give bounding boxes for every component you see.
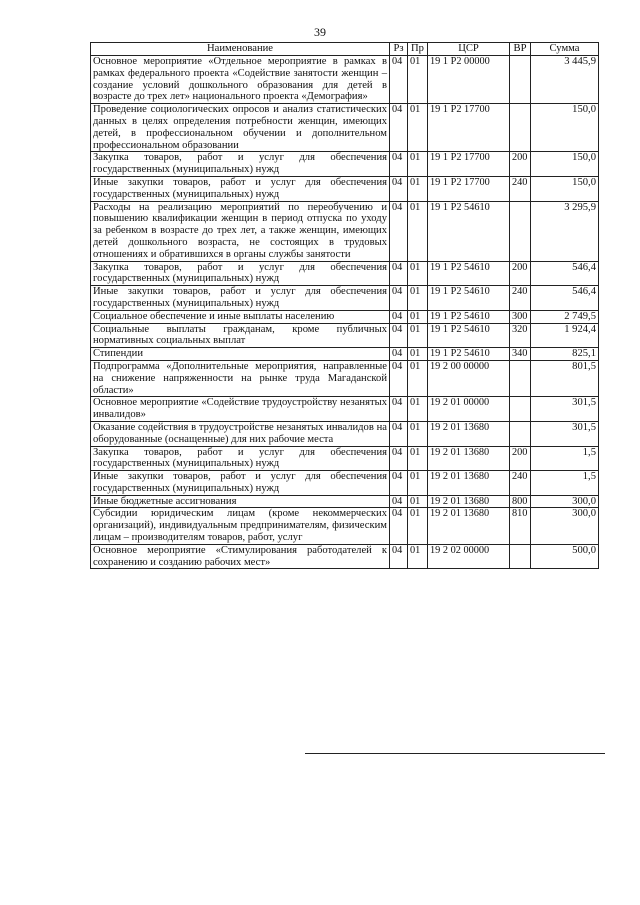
table-row: [91, 446, 599, 471]
row-csr: 19 2 01 13680: [428, 495, 510, 508]
row-vr: 300: [510, 310, 531, 323]
row-vr: 800: [510, 495, 531, 508]
row-name: Оказание содействия в трудоустройстве незанятых инвалидов на оборудованные (оснащенные) для них рабочие места: [91, 421, 390, 446]
row-vr: [510, 397, 531, 422]
row-rz: 04: [390, 348, 408, 361]
row-pr: 01: [408, 261, 428, 286]
row-rz: 04: [390, 397, 408, 422]
row-pr: 01: [408, 176, 428, 201]
row-rz: 04: [390, 310, 408, 323]
row-sum: 2 749,5: [531, 310, 599, 323]
row-csr: 19 1 Р2 17700: [428, 104, 510, 152]
table-row: [91, 310, 599, 323]
table-row: [91, 397, 599, 422]
table-row: [91, 201, 599, 261]
row-sum: 3 445,9: [531, 56, 599, 104]
row-name: Социальные выплаты гражданам, кроме публичных нормативных социальных выплат: [91, 323, 390, 348]
row-rz: 04: [390, 360, 408, 396]
row-pr: 01: [408, 201, 428, 261]
row-name: Основное мероприятие «Отдельное мероприятие в рамках в рамках федерального проекта «Содействие занятости женщин – создание условий дошкольного образования для детей в возрасте до трех лет» национального проекта «Демография»: [91, 56, 390, 104]
row-name: Закупка товаров, работ и услуг для обеспечения государственных (муниципальных) нужд: [91, 152, 390, 177]
row-name: Иные бюджетные ассигнования: [91, 495, 390, 508]
row-vr: [510, 421, 531, 446]
row-csr: 19 2 01 13680: [428, 508, 510, 544]
row-rz: 04: [390, 421, 408, 446]
row-vr: 200: [510, 152, 531, 177]
row-sum: 150,0: [531, 104, 599, 152]
row-rz: 04: [390, 323, 408, 348]
row-pr: 01: [408, 495, 428, 508]
row-sum: 1 924,4: [531, 323, 599, 348]
table-row: [91, 495, 599, 508]
row-rz: 04: [390, 508, 408, 544]
row-name: Субсидии юридическим лицам (кроме некоммерческих организаций), индивидуальным предпринимателям, физическим лицам – производителям товаров, работ, услуг: [91, 508, 390, 544]
row-sum: 500,0: [531, 544, 599, 569]
row-sum: 301,5: [531, 421, 599, 446]
table-row: [91, 471, 599, 496]
row-sum: 300,0: [531, 508, 599, 544]
row-csr: 19 1 Р2 17700: [428, 176, 510, 201]
row-rz: 04: [390, 104, 408, 152]
row-sum: 801,5: [531, 360, 599, 396]
row-pr: 01: [408, 56, 428, 104]
row-csr: 19 2 01 13680: [428, 471, 510, 496]
row-pr: 01: [408, 152, 428, 177]
table-row: [91, 152, 599, 177]
row-csr: 19 2 01 13680: [428, 446, 510, 471]
table-row: [91, 104, 599, 152]
header-vr: ВР: [510, 43, 531, 56]
row-rz: 04: [390, 446, 408, 471]
row-rz: 04: [390, 261, 408, 286]
row-name: Социальное обеспечение и иные выплаты населению: [91, 310, 390, 323]
table-row: [91, 261, 599, 286]
row-rz: 04: [390, 152, 408, 177]
row-pr: 01: [408, 286, 428, 311]
header-sum: Сумма: [531, 43, 599, 56]
table-row: [91, 348, 599, 361]
row-csr: 19 2 01 00000: [428, 397, 510, 422]
row-sum: 546,4: [531, 286, 599, 311]
row-name: Проведение социологических опросов и анализ статистических данных в целях определения потребности женщин, имеющих детей, в профессиональном обучении и дополнительном профессиональном образовании: [91, 104, 390, 152]
page-number: 39: [314, 25, 326, 39]
header-csr: ЦСР: [428, 43, 510, 56]
row-pr: 01: [408, 360, 428, 396]
row-name: Подпрограмма «Дополнительные мероприятия, направленные на снижение напряженности на рынке труда Магаданской области»: [91, 360, 390, 396]
header-name: Наименование: [91, 43, 390, 56]
row-rz: 04: [390, 544, 408, 569]
row-name: Расходы на реализацию мероприятий по переобучению и повышению квалификации женщин в период отпуска по уходу за ребенком в возрасте до трех лет, а также женщин, имеющих детей дошкольного возраста, не состоящих в трудовых отношениях и обратившихся в органы службы занятости: [91, 201, 390, 261]
row-csr: 19 2 00 00000: [428, 360, 510, 396]
table-row: [91, 360, 599, 396]
table-row: [91, 176, 599, 201]
row-rz: 04: [390, 201, 408, 261]
row-vr: [510, 360, 531, 396]
row-pr: 01: [408, 348, 428, 361]
row-vr: 340: [510, 348, 531, 361]
row-pr: 01: [408, 310, 428, 323]
row-rz: 04: [390, 286, 408, 311]
header-pr: Пр: [408, 43, 428, 56]
row-vr: 200: [510, 446, 531, 471]
row-sum: 301,5: [531, 397, 599, 422]
row-vr: 240: [510, 286, 531, 311]
row-name: Основное мероприятие «Стимулирования работодателей к сохранению и созданию рабочих мест»: [91, 544, 390, 569]
row-sum: 150,0: [531, 176, 599, 201]
row-name: Основное мероприятие «Содействие трудоустройству незанятых инвалидов»: [91, 397, 390, 422]
row-csr: 19 1 Р2 54610: [428, 348, 510, 361]
row-csr: 19 1 Р2 54610: [428, 286, 510, 311]
row-pr: 01: [408, 544, 428, 569]
row-sum: 150,0: [531, 152, 599, 177]
row-name: Закупка товаров, работ и услуг для обеспечения государственных (муниципальных) нужд: [91, 446, 390, 471]
row-pr: 01: [408, 323, 428, 348]
row-pr: 01: [408, 104, 428, 152]
row-rz: 04: [390, 495, 408, 508]
footer-divider: [305, 753, 605, 754]
row-name: Иные закупки товаров, работ и услуг для обеспечения государственных (муниципальных) нужд: [91, 176, 390, 201]
row-pr: 01: [408, 421, 428, 446]
table-row: [91, 544, 599, 569]
table-row: [91, 56, 599, 104]
row-csr: 19 1 Р2 54610: [428, 201, 510, 261]
table-row: [91, 421, 599, 446]
row-name: Иные закупки товаров, работ и услуг для обеспечения государственных (муниципальных) нужд: [91, 471, 390, 496]
row-vr: 200: [510, 261, 531, 286]
row-sum: 1,5: [531, 471, 599, 496]
header-rz: Рз: [390, 43, 408, 56]
row-sum: 300,0: [531, 495, 599, 508]
row-csr: 19 1 Р2 54610: [428, 261, 510, 286]
row-sum: 825,1: [531, 348, 599, 361]
row-vr: 810: [510, 508, 531, 544]
row-sum: 1,5: [531, 446, 599, 471]
table-row: [91, 323, 599, 348]
row-name: Стипендии: [91, 348, 390, 361]
row-pr: 01: [408, 397, 428, 422]
row-pr: 01: [408, 508, 428, 544]
row-csr: 19 2 02 00000: [428, 544, 510, 569]
row-csr: 19 1 Р2 54610: [428, 310, 510, 323]
row-name: Иные закупки товаров, работ и услуг для обеспечения государственных (муниципальных) нужд: [91, 286, 390, 311]
row-vr: 240: [510, 176, 531, 201]
row-csr: 19 1 Р2 00000: [428, 56, 510, 104]
row-vr: 240: [510, 471, 531, 496]
row-pr: 01: [408, 446, 428, 471]
row-csr: 19 1 Р2 17700: [428, 152, 510, 177]
row-csr: 19 2 01 13680: [428, 421, 510, 446]
table-header-row: [91, 43, 599, 56]
row-vr: [510, 104, 531, 152]
row-vr: [510, 56, 531, 104]
row-vr: [510, 544, 531, 569]
row-csr: 19 1 Р2 54610: [428, 323, 510, 348]
row-rz: 04: [390, 471, 408, 496]
row-rz: 04: [390, 176, 408, 201]
row-vr: 320: [510, 323, 531, 348]
row-sum: 3 295,9: [531, 201, 599, 261]
row-vr: [510, 201, 531, 261]
row-sum: 546,4: [531, 261, 599, 286]
budget-table: [90, 42, 599, 569]
row-name: Закупка товаров, работ и услуг для обеспечения государственных (муниципальных) нужд: [91, 261, 390, 286]
row-rz: 04: [390, 56, 408, 104]
table-row: [91, 508, 599, 544]
row-pr: 01: [408, 471, 428, 496]
table-row: [91, 286, 599, 311]
